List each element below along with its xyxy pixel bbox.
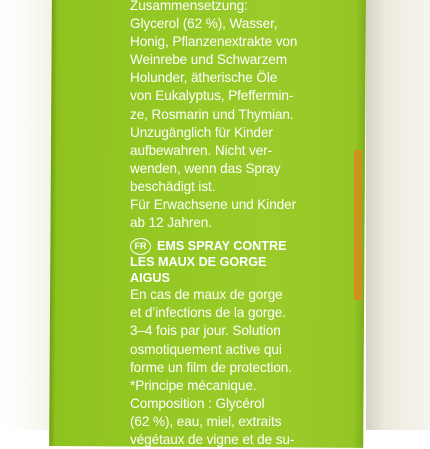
french-line-3: 3–4 fois par jour. Solution (130, 323, 281, 339)
fr-language-badge: FR (130, 238, 151, 255)
label-text-block (130, 0, 360, 449)
german-line-10: wenden, wenn das Spray (130, 160, 281, 176)
french-line-2: et d’infections de la gorge. (130, 305, 286, 321)
german-line-4: Weinrebe und Schwarzem (130, 52, 287, 68)
german-line-1: Zusammensetzung: (130, 0, 248, 13)
german-line-6: von Eukalyptus, Pfeffermin- (130, 88, 294, 104)
french-heading-row (130, 238, 360, 255)
french-section (130, 238, 360, 449)
package-side-shadow (366, 0, 430, 430)
german-line-13: ab 12 Jahren. (130, 215, 212, 231)
french-line-5: forme un film de protection. (130, 359, 292, 375)
french-line-1: En cas de maux de gorge (130, 287, 283, 303)
german-line-5: Holunder, ätherische Öle (130, 70, 278, 86)
french-line-4: osmotiquement active qui (130, 341, 282, 357)
german-line-2: Glycerol (62 %), Wasser, (130, 16, 278, 32)
german-line-12: Für Erwachsene und Kinder (130, 197, 297, 213)
package-white-edge (0, 0, 52, 430)
french-heading-line-2: LES MAUX DE GORGE (130, 255, 267, 270)
german-line-3: Honig, Pflanzenextrakte von (130, 34, 298, 50)
french-line-7: Composition : Glycérol (130, 395, 265, 411)
french-line-9: végétaux de vigne et de su- (130, 431, 295, 447)
french-line-6: *Principe mécanique. (130, 377, 257, 393)
french-line-8: (62 %), eau, miel, extraits (130, 413, 282, 429)
french-heading-line-3: AIGUS (130, 270, 170, 285)
german-line-11: beschädigt ist. (130, 178, 216, 194)
german-section (130, 0, 360, 232)
german-line-7: ze, Rosmarin und Thymian. (130, 106, 294, 122)
german-line-9: aufbewahren. Nicht ver- (130, 142, 273, 158)
german-line-8: Unzugänglich für Kinder (130, 124, 273, 140)
french-heading-line-1: EMS SPRAY CONTRE (157, 238, 287, 253)
